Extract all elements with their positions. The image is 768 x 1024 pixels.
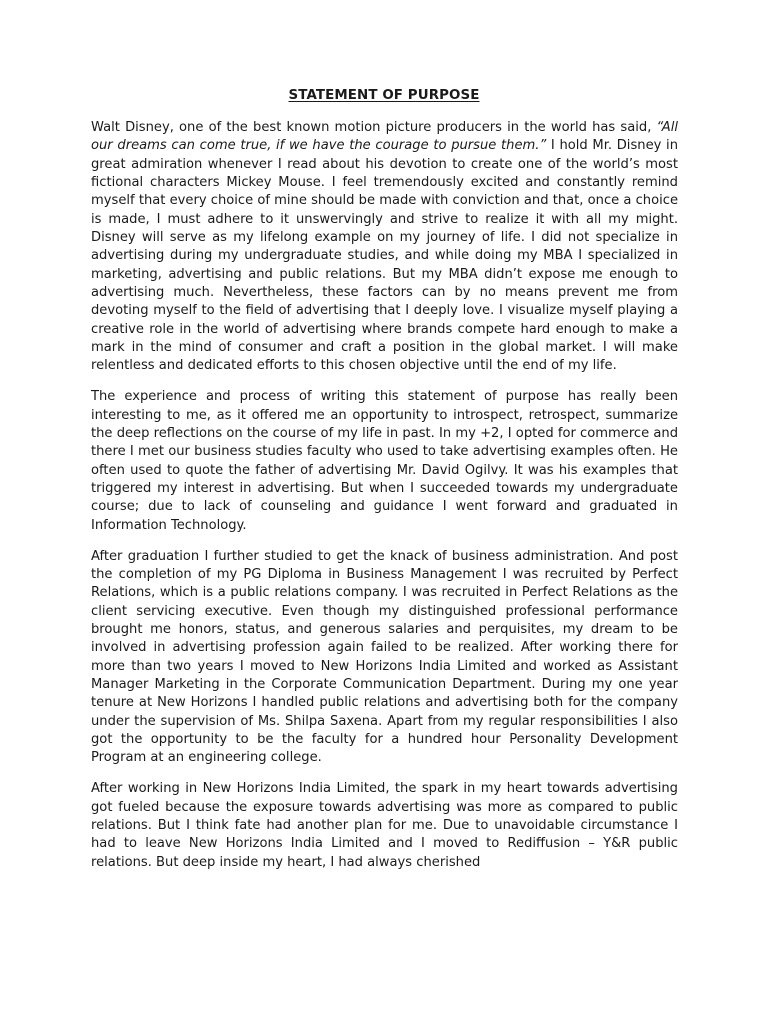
paragraph-1-intro: Walt Disney, one of the best known motion picture producers in the world has said, xyxy=(91,120,657,135)
paragraph-1 xyxy=(91,119,678,376)
page-title: STATEMENT OF PURPOSE xyxy=(288,88,480,103)
disney-quote: “All our dreams can come true, if we have the courage to pursue them.” xyxy=(91,120,678,154)
paragraph-1-body: I hold Mr. Disney in great admiration whenever I read about his devotion to create one of the world’s most fictional characters Mickey Mouse. I feel tremendously excited and constantly remind myself that every choice of mine should be made with conviction and that, once a choice is made, I must adhere to it unswervingly and strive to realize it with all my might. Disney will serve as my lifelong example on my journey of life. I did not specialize in advertising during my undergraduate studies, and while doing my MBA I specialized in marketing, advertising and public relations. But my MBA didn’t expose me enough to advertising much. Nevertheless, these factors can by no means prevent me from devoting myself to the field of advertising that I deeply love. I visualize myself playing a creative role in the world of advertising where brands compete hard enough to make a mark in the mind of consumer and craft a position in the global market. I will make relentless and dedicated efforts to this chosen objective until the end of my life. xyxy=(91,138,678,374)
document-body xyxy=(91,119,678,884)
paragraph-4: After working in New Horizons India Limited, the spark in my heart towards advertising got fueled because the exposure towards advertising was more as compared to public relations. But I think fate had another plan for me. Due to unavoidable circumstance I had to leave New Horizons India Limited and I moved to Rediffusion – Y&R public relations. But deep inside my heart, I had always cherished xyxy=(91,781,678,870)
paragraph-2: The experience and process of writing this statement of purpose has really been interesting to me, as it offered me an opportunity to introspect, retrospect, summarize the deep reflections on the course of my life in past. In my +2, I opted for commerce and there I met our business studies faculty who used to take advertising examples often. He often used to quote the father of advertising Mr. David Ogilvy. It was his examples that triggered my interest in advertising. But when I succeeded towards my undergraduate course; due to lack of counseling and guidance I went forward and graduated in Information Technology. xyxy=(91,389,678,533)
paragraph-3: After graduation I further studied to get the knack of business administration. And post the completion of my PG Diploma in Business Management I was recruited by Perfect Relations, which is a public relations company. I was recruited in Perfect Relations as the client servicing executive. Even though my distinguished professional performance brought me honors, status, and generous salaries and perquisites, my dream to be involved in advertising profession again failed to be realized. After working there for more than two years I moved to New Horizons India Limited and worked as Assistant Manager Marketing in the Corporate Communication Department. During my one year tenure at New Horizons I handled public relations and advertising both for the company under the supervision of Ms. Shilpa Saxena. Apart from my regular responsibilities I also got the opportunity to be the faculty for a hundred hour Personality Development Program at an engineering college. xyxy=(91,548,678,766)
